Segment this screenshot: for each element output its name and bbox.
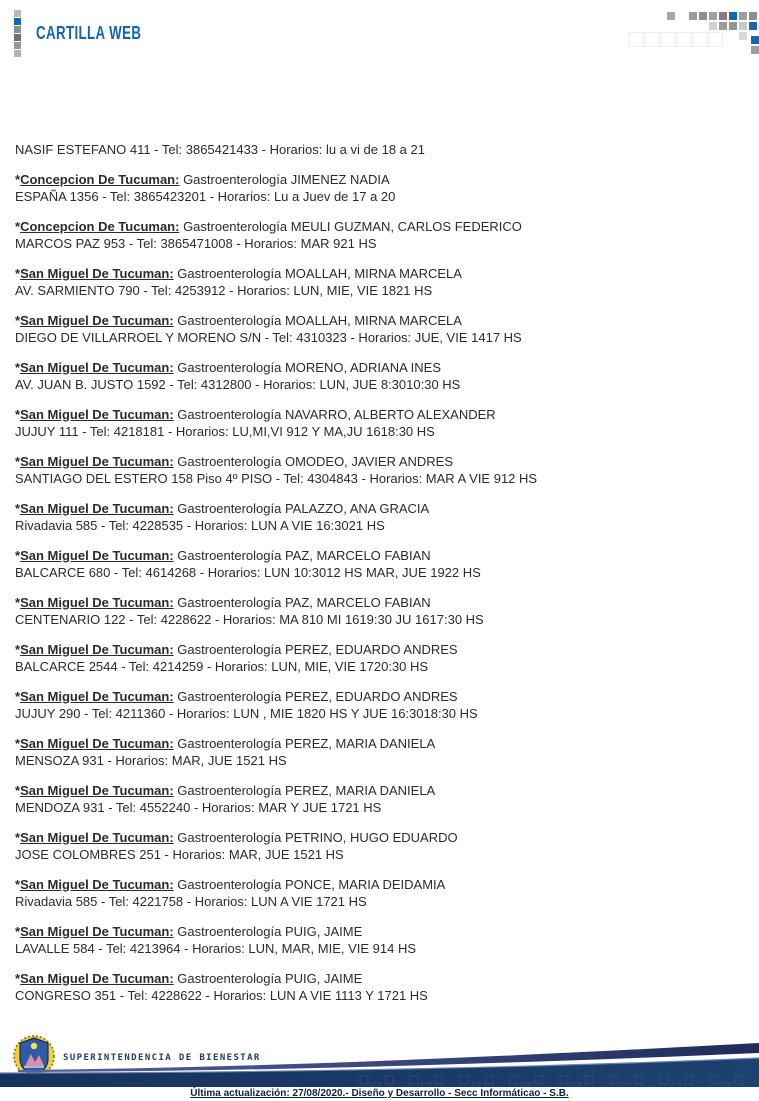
provider-entry <box>15 829 735 864</box>
entry-prefix: * <box>15 688 21 704</box>
entry-title <box>15 735 735 753</box>
entry-detail: NASIF ESTEFANO 411 - Tel: 3865421433 - Horarios: lu a vi de 18 a 21 <box>15 142 425 157</box>
entry-title <box>15 265 735 283</box>
entry-prefix: * <box>15 265 21 281</box>
provider-entry <box>15 547 735 582</box>
provider-entry <box>15 688 735 723</box>
provider-entry <box>15 312 735 347</box>
entry-location: Concepcion De Tucuman: <box>20 171 180 187</box>
brand-squares-icon <box>14 8 21 58</box>
entry-specialty-name: Gastroenterología PAZ, MARCELO FABIAN <box>173 547 431 563</box>
provider-entry <box>15 782 735 817</box>
entry-specialty-name: Gastroenterología PEREZ, EDUARDO ANDRES <box>173 641 458 657</box>
entry-prefix: * <box>15 923 21 939</box>
provider-entry <box>15 171 735 206</box>
entry-prefix: * <box>15 735 21 751</box>
entry-specialty-name: Gastroenterología PONCE, MARIA DEIDAMIA <box>173 876 446 892</box>
entry-detail: Rivadavia 585 - Tel: 4228535 - Horarios: LUN A VIE 16:3021 HS <box>15 518 385 533</box>
provider-entry <box>15 500 735 535</box>
provider-entry <box>15 406 735 441</box>
provider-entry <box>15 359 735 394</box>
entry-specialty-name: Gastroenterología NAVARRO, ALBERTO ALEXANDER <box>173 406 496 422</box>
entry-location: San Miguel De Tucuman: <box>20 265 174 281</box>
entry-specialty-name: Gastroenterología MOALLAH, MIRNA MARCELA <box>173 265 462 281</box>
entry-specialty-name: Gastroenterología PEREZ, MARIA DANIELA <box>173 735 436 751</box>
entry-detail: JUJUY 290 - Tel: 4211360 - Horarios: LUN , MIE 1820 HS Y JUE 16:3018:30 HS <box>15 706 478 721</box>
entry-location: San Miguel De Tucuman: <box>20 876 174 892</box>
entry-prefix: * <box>15 453 21 469</box>
entry-specialty-name: Gastroenterología OMODEO, JAVIER ANDRES <box>173 453 454 469</box>
entry-location: San Miguel De Tucuman: <box>20 829 174 845</box>
entry-location: San Miguel De Tucuman: <box>20 782 174 798</box>
entry-specialty-name: Gastroenterología MOALLAH, MIRNA MARCELA <box>173 312 462 328</box>
entry-prefix: * <box>15 594 21 610</box>
entry-prefix: * <box>15 970 21 986</box>
entry-detail: JOSE COLOMBRES 251 - Horarios: MAR, JUE 1521 HS <box>15 847 344 862</box>
entry-title <box>15 312 735 330</box>
entry-location: San Miguel De Tucuman: <box>20 406 174 422</box>
entry-title <box>15 453 735 471</box>
entry-prefix: * <box>15 406 21 422</box>
entry-title <box>15 171 735 189</box>
provider-entry <box>15 265 735 300</box>
entry-detail: BALCARCE 680 - Tel: 4614268 - Horarios: LUN 10:3012 HS MAR, JUE 1922 HS <box>15 565 481 580</box>
entry-specialty-name: Gastroenterología PALAZZO, ANA GRACIA <box>173 500 430 516</box>
entry-specialty-name: Gastroenterología PAZ, MARCELO FABIAN <box>173 594 431 610</box>
entry-specialty-name: Gastroenterología PEREZ, MARIA DANIELA <box>173 782 436 798</box>
entry-prefix: * <box>15 500 21 516</box>
entry-prefix: * <box>15 359 21 375</box>
entry-prefix: * <box>15 171 21 187</box>
mosaic-decoration-icon <box>620 5 759 60</box>
entry-prefix: * <box>15 829 21 845</box>
header <box>0 0 759 62</box>
entry-specialty-name: Gastroenterología PUIG, JAIME <box>173 970 363 986</box>
entry-title <box>15 829 735 847</box>
entry-prefix: * <box>15 218 21 234</box>
entry-detail: CENTENARIO 122 - Tel: 4228622 - Horarios: MA 810 MI 1619:30 JU 1617:30 HS <box>15 612 484 627</box>
entry-title <box>15 500 735 518</box>
entry-detail: AV. JUAN B. JUSTO 1592 - Tel: 4312800 - Horarios: LUN, JUE 8:3010:30 HS <box>15 377 461 392</box>
provider-entry <box>15 218 735 253</box>
entry-specialty-name: Gastroenterología PEREZ, EDUARDO ANDRES <box>173 688 458 704</box>
provider-entry <box>15 641 735 676</box>
provider-entry <box>15 735 735 770</box>
entry-title <box>15 359 735 377</box>
entry-location: San Miguel De Tucuman: <box>20 312 174 328</box>
entry-title <box>15 782 735 800</box>
entry-detail: MARCOS PAZ 953 - Tel: 3865471008 - Horarios: MAR 921 HS <box>15 236 377 251</box>
entry-prefix: * <box>15 641 21 657</box>
entry-detail: MENSOZA 931 - Horarios: MAR, JUE 1521 HS <box>15 753 287 768</box>
entry-detail: SANTIAGO DEL ESTERO 158 Piso 4º PISO - Tel: 4304843 - Horarios: MAR A VIE 912 HS <box>15 471 538 486</box>
entry-location: San Miguel De Tucuman: <box>20 641 174 657</box>
entry-detail: AV. SARMIENTO 790 - Tel: 4253912 - Horarios: LUN, MIE, VIE 1821 HS <box>15 283 433 298</box>
footer-swoosh-decoration <box>0 1040 759 1087</box>
org-name: SUPERINTENDENCIA DE BIENESTAR <box>63 1053 261 1063</box>
entry-title <box>15 876 735 894</box>
entry-location: Concepcion De Tucuman: <box>20 218 180 234</box>
entry-detail: CONGRESO 351 - Tel: 4228622 - Horarios: LUN A VIE 1113 Y 1721 HS <box>15 988 428 1003</box>
entry-title <box>15 547 735 565</box>
entry-prefix: * <box>15 782 21 798</box>
entry-location: San Miguel De Tucuman: <box>20 688 174 704</box>
entry-location: San Miguel De Tucuman: <box>20 970 174 986</box>
site-title: CARTILLA WEB <box>36 23 142 43</box>
entry-location: San Miguel De Tucuman: <box>20 359 174 375</box>
entry-specialty-name: Gastroenterología MEULI GUZMAN, CARLOS FEDERICO <box>179 218 522 234</box>
entry-detail: BALCARCE 2544 - Tel: 4214259 - Horarios: LUN, MIE, VIE 1720:30 HS <box>15 659 429 674</box>
provider-entry <box>15 594 735 629</box>
entry-title <box>15 594 735 612</box>
entry-title <box>15 970 735 988</box>
entry-location: San Miguel De Tucuman: <box>20 735 174 751</box>
entry-title <box>15 218 735 236</box>
entry-location: San Miguel De Tucuman: <box>20 453 174 469</box>
entry-detail: LAVALLE 584 - Tel: 4213964 - Horarios: LUN, MAR, MIE, VIE 914 HS <box>15 941 417 956</box>
provider-entry <box>15 141 735 159</box>
provider-entry <box>15 970 735 1005</box>
entry-detail: ESPAÑA 1356 - Tel: 3865423201 - Horarios: Lu a Juev de 17 a 20 <box>15 189 396 204</box>
entry-title <box>15 406 735 424</box>
last-update-text: Última actualización: 27/08/2020.- Diseño y Desarrollo - Secc Informáticao - S.B. <box>190 1088 569 1099</box>
entry-detail: JUJUY 111 - Tel: 4218181 - Horarios: LU,MI,VI 912 Y MA,JU 1618:30 HS <box>15 424 435 439</box>
entry-detail: DIEGO DE VILLARROEL Y MORENO S/N - Tel: 4310323 - Horarios: JUE, VIE 1417 HS <box>15 330 522 345</box>
entry-location: San Miguel De Tucuman: <box>20 547 174 563</box>
provider-entry <box>15 923 735 958</box>
entry-specialty-name: Gastroenterología JIMENEZ NADIA <box>179 171 390 187</box>
entry-title <box>15 688 735 706</box>
entry-detail: MENDOZA 931 - Tel: 4552240 - Horarios: MAR Y JUE 1721 HS <box>15 800 382 815</box>
entry-title <box>15 641 735 659</box>
entry-prefix: * <box>15 876 21 892</box>
entry-prefix: * <box>15 547 21 563</box>
entry-specialty-name: Gastroenterología MORENO, ADRIANA INES <box>173 359 441 375</box>
entry-location: San Miguel De Tucuman: <box>20 594 174 610</box>
provider-entry <box>15 876 735 911</box>
provider-list <box>15 141 735 1017</box>
entry-detail: Rivadavia 585 - Tel: 4221758 - Horarios: LUN A VIE 1721 HS <box>15 894 367 909</box>
brand-logo[interactable] <box>14 8 178 58</box>
entry-specialty-name: Gastroenterología PETRINO, HUGO EDUARDO <box>173 829 458 845</box>
entry-specialty-name: Gastroenterología PUIG, JAIME <box>173 923 363 939</box>
entry-location: San Miguel De Tucuman: <box>20 500 174 516</box>
entry-title <box>15 923 735 941</box>
entry-prefix: * <box>15 312 21 328</box>
entry-location: San Miguel De Tucuman: <box>20 923 174 939</box>
provider-entry <box>15 453 735 488</box>
